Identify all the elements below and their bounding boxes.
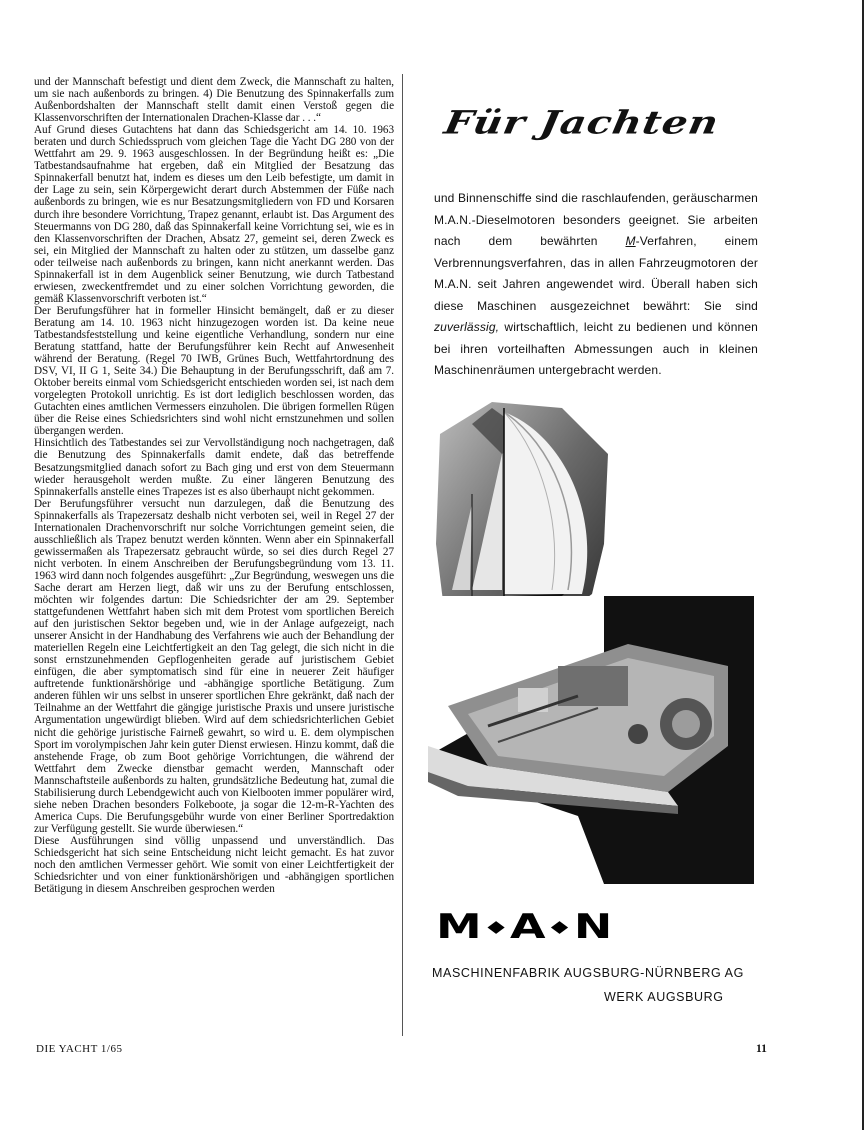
ad-body-part-1: und Binnenschiffe sind die raschlaufenden, geräuscharmen M.A.N.-Dieselmotoren besonders geeignet. Sie arbeiten nach dem bewährten xyxy=(434,191,758,248)
article-paragraph-1: und der Mannschaft befestigt und dient dem Zweck, die Mannschaft zu halten, um sie nach außenbords zu bringen. 4) Die Benutzung des Spinnakerfalls zum Außenbordshalten der Mannschaft stellt damit einen Verstoß gegen die Klassenvorschriften der Internationalen Drachen-Klasse dar . . .“ xyxy=(34,76,394,125)
ad-headline: Für Jachten xyxy=(441,104,723,142)
column-divider xyxy=(402,74,403,1036)
man-logo-letter-m: M xyxy=(436,907,482,947)
m-process-mark: M xyxy=(625,234,636,248)
man-logo-letter-n: N xyxy=(573,907,613,947)
manufacturer-name: MASCHINENFABRIK AUGSBURG-NÜRNBERG AG xyxy=(432,966,744,980)
man-logo-letter-a: A xyxy=(510,907,546,947)
ad-body-text xyxy=(434,188,758,382)
man-logo-dot xyxy=(487,921,504,934)
footer-page-number: 11 xyxy=(756,1043,767,1055)
man-logo-dot xyxy=(551,921,568,934)
diesel-engine-photo xyxy=(428,596,754,884)
article-column xyxy=(34,76,394,895)
plant-name: WERK AUGSBURG xyxy=(604,990,724,1004)
article-paragraph-6: Diese Ausführungen sind völlig unpassend und unverständlich. Das Schiedsgericht hat sich seine Entscheidung nicht leicht gemacht. Es hat zuvor noch den amtlichen Vermesser gehört. Wie somit von einer Leichtfertigkeit der Schiedsrichter und von einer funktionärshörigen und -abhängigen sportlichen Betätigung in diesem Anschreiben gesprochen werden xyxy=(34,834,394,896)
article-paragraph-4: Hinsichtlich des Tatbestandes sei zur Vervollständigung noch nachgetragen, daß die Benutzung des Spinnakerfalls damit endete, daß das betreffende Besatzungsmitglied danach sofort zu Bach ging und erst von dem Steuermann wieder herausgeholt werden mußte. Zu einer längeren Benutzung des Spinnakerfalls anstelle eines Trapezes ist es also überhaupt nicht gekommen. xyxy=(34,437,394,498)
man-logo xyxy=(436,907,666,947)
article-paragraph-2: Auf Grund dieses Gutachtens hat dann das Schiedsgericht am 14. 10. 1963 beraten und durch Schiedsspruch vom gleichen Tage die Yacht DG 280 von der Wettfahrt am 29. 9. 1963 ausgeschlossen. In der Begründung heißt es: „Die Tatbestandsaufnahme hat ergeben, daß ein Mitglied der Besatzung das Spinnakerfall benutzt hat, indem es dieses um den Leib befestigte, um damit in der Lage zu sein, sein Körpergewicht derart durch Abstemmen der Füße nach außenbords zu bringen, wie es nur Besatzungsmitgliedern von FD und Korsaren durch ihre besondere Vorrichtung, Trapez genannt, erlaubt ist. Das Argument des Steuermanns von DG 280, daß das Spinnakerfall keine Vorrichtung sei, wie es in den Klassenvorschriften der Drachen, Absatz 27, gemeint sei, deren Zweck es sei, ein Mitglied der Mannschaft zu halten oder zu stützen, um dasselbe ganz oder teilweise nach außenbords zu bringen, kann nicht anerkannt werden. Das Spinnakerfall ist in dem Augenblick seiner Benutzung, wie durch Tatbestand erwiesen, zweckentfremdet und zu einer solchen Vorrichtung geworden, die gemäß Klassenvorschrift verboten ist.“ xyxy=(34,124,394,305)
article-paragraph-3: Der Berufungsführer hat in formeller Hinsicht bemängelt, daß er zu dieser Beratung am 14. 10. 1963 nicht hinzugezogen worden ist. Da keine neue Tatbestandsfeststellung und keine eigentliche Verhandlung, sondern nur eine Beratung stattfand, hatte der Berufungsführer kein Recht auf Anwesenheit während der Beratung. (Regel 70 IWB, Grünes Buch, Wettfahrtordnung des DSV, VI, II G 1, Seite 34.) Die Behauptung in der Berufungsschrift, daß am 7. Oktober bereits einmal vom Schiedsgericht entschieden worden sei, ist nach dem vorgelegten Protokoll unrichtig. Es ist dort lediglich beschlossen worden, das Gutachten eines amtlichen Vermessers einzuholen. Die übrigen formellen Rügen über die Reise eines Schiedsrichters sind wohl nicht ernstzunehmen und sollen übergangen werden. xyxy=(34,304,394,438)
ad-body-part-3: wirtschaftlich, leicht zu bedienen und können bei ihren vorteilhaften Abmessungen auch in kleinen Maschinenräumen untergebracht werden. xyxy=(434,320,758,377)
ad-body-part-2: -Verfahren, einem Verbrennungsverfahren, das in allen Fahrzeugmotoren der M.A.N. seit Jahren angewendet wird. Überall haben sich diese Maschinen ausgezeichnet bewährt: Sie sind xyxy=(434,234,759,313)
article-paragraph-5: Der Berufungsführer versucht nun darzulegen, daß die Benutzung des Spinnakerfalls als Trapezersatz deshalb nicht verboten sei, weil in Regel 27 der Internationalen Drachenvorschrift nur solche Vorrichtungen gemeint seien, die ausschließlich als Trapez benutzt werden könnten. Wenn aber ein Spinnakerfall gewissermaßen als Trapezersatz gebraucht würde, so sei dies durch Regel 27 nicht verboten. In einem Anschreiben der Berufungsbegründung vom 13. 11. 1963 wird dann noch folgendes ausgeführt: „Zur Begründung, weswegen uns die Sache derart am Herzen liegt, daß wir uns zu der Berufung entschlossen, möchten wir folgendes dartun: Die Schiedsrichter der am 29. September stattgefundenen Wettfahrt haben sich mit dem Protest vom sportlichen Bereich auf den juristischen Sektor begeben und, wie in der Anlage aufgezeigt, nach unserer Ansicht in der Handhabung des Verfahrens wie auch der Behandlung der materiellen Regeln eine Leichtfertigkeit an den Tag gelegt, die sich nicht in die sonst ernstzunehmenden Gepflogenheiten gerade auf juristischem Gebiet einfügen, die aber symptomatisch sind für eine in neuerer Zeit häufiger auftretende funktionärshörige und -abhängige sportliche Betätigung. Zum anderen fühlen wir uns selbst in unserer sportlichen Ehre gekränkt, daß nach der Teilnahme an der Wettfahrt die gängige juristische Praxis und unsere juristische Argumentation ungewürdigt blieben. Wird auf dem schiedsrichterlichen Gebiet nicht die gehörige juristische Fairneß gewahrt, so wird u. E. dem olympischen Sport im vorolympischen Jahr kein guter Dienst erwiesen. Hinzu kommt, daß die anstehende Frage, ob zum Boot gehörige Vorrichtungen, die während der Wettfahrt dem Zwecke dienstbar gemacht werden, Mannschaft oder Mannschaftsteile außenbords zu halten, grundsätzliche Bedeutung hat, zumal die Stabilisierung durch Lebendgewicht auch von Kielbooten immer populärer wird, siehe neben Drachen besonders Folkeboote, ja sogar die 12-m-R-Yachten des America Cups. Die Berufungsgebühr wurde von einer Berliner Sportredaktion zur Verfügung gestellt. Sie wurde überwiesen.“ xyxy=(34,497,394,835)
footer-magazine-issue: DIE YACHT 1/65 xyxy=(36,1043,123,1055)
ad-body-emphasis: zuverlässig, xyxy=(434,320,500,334)
